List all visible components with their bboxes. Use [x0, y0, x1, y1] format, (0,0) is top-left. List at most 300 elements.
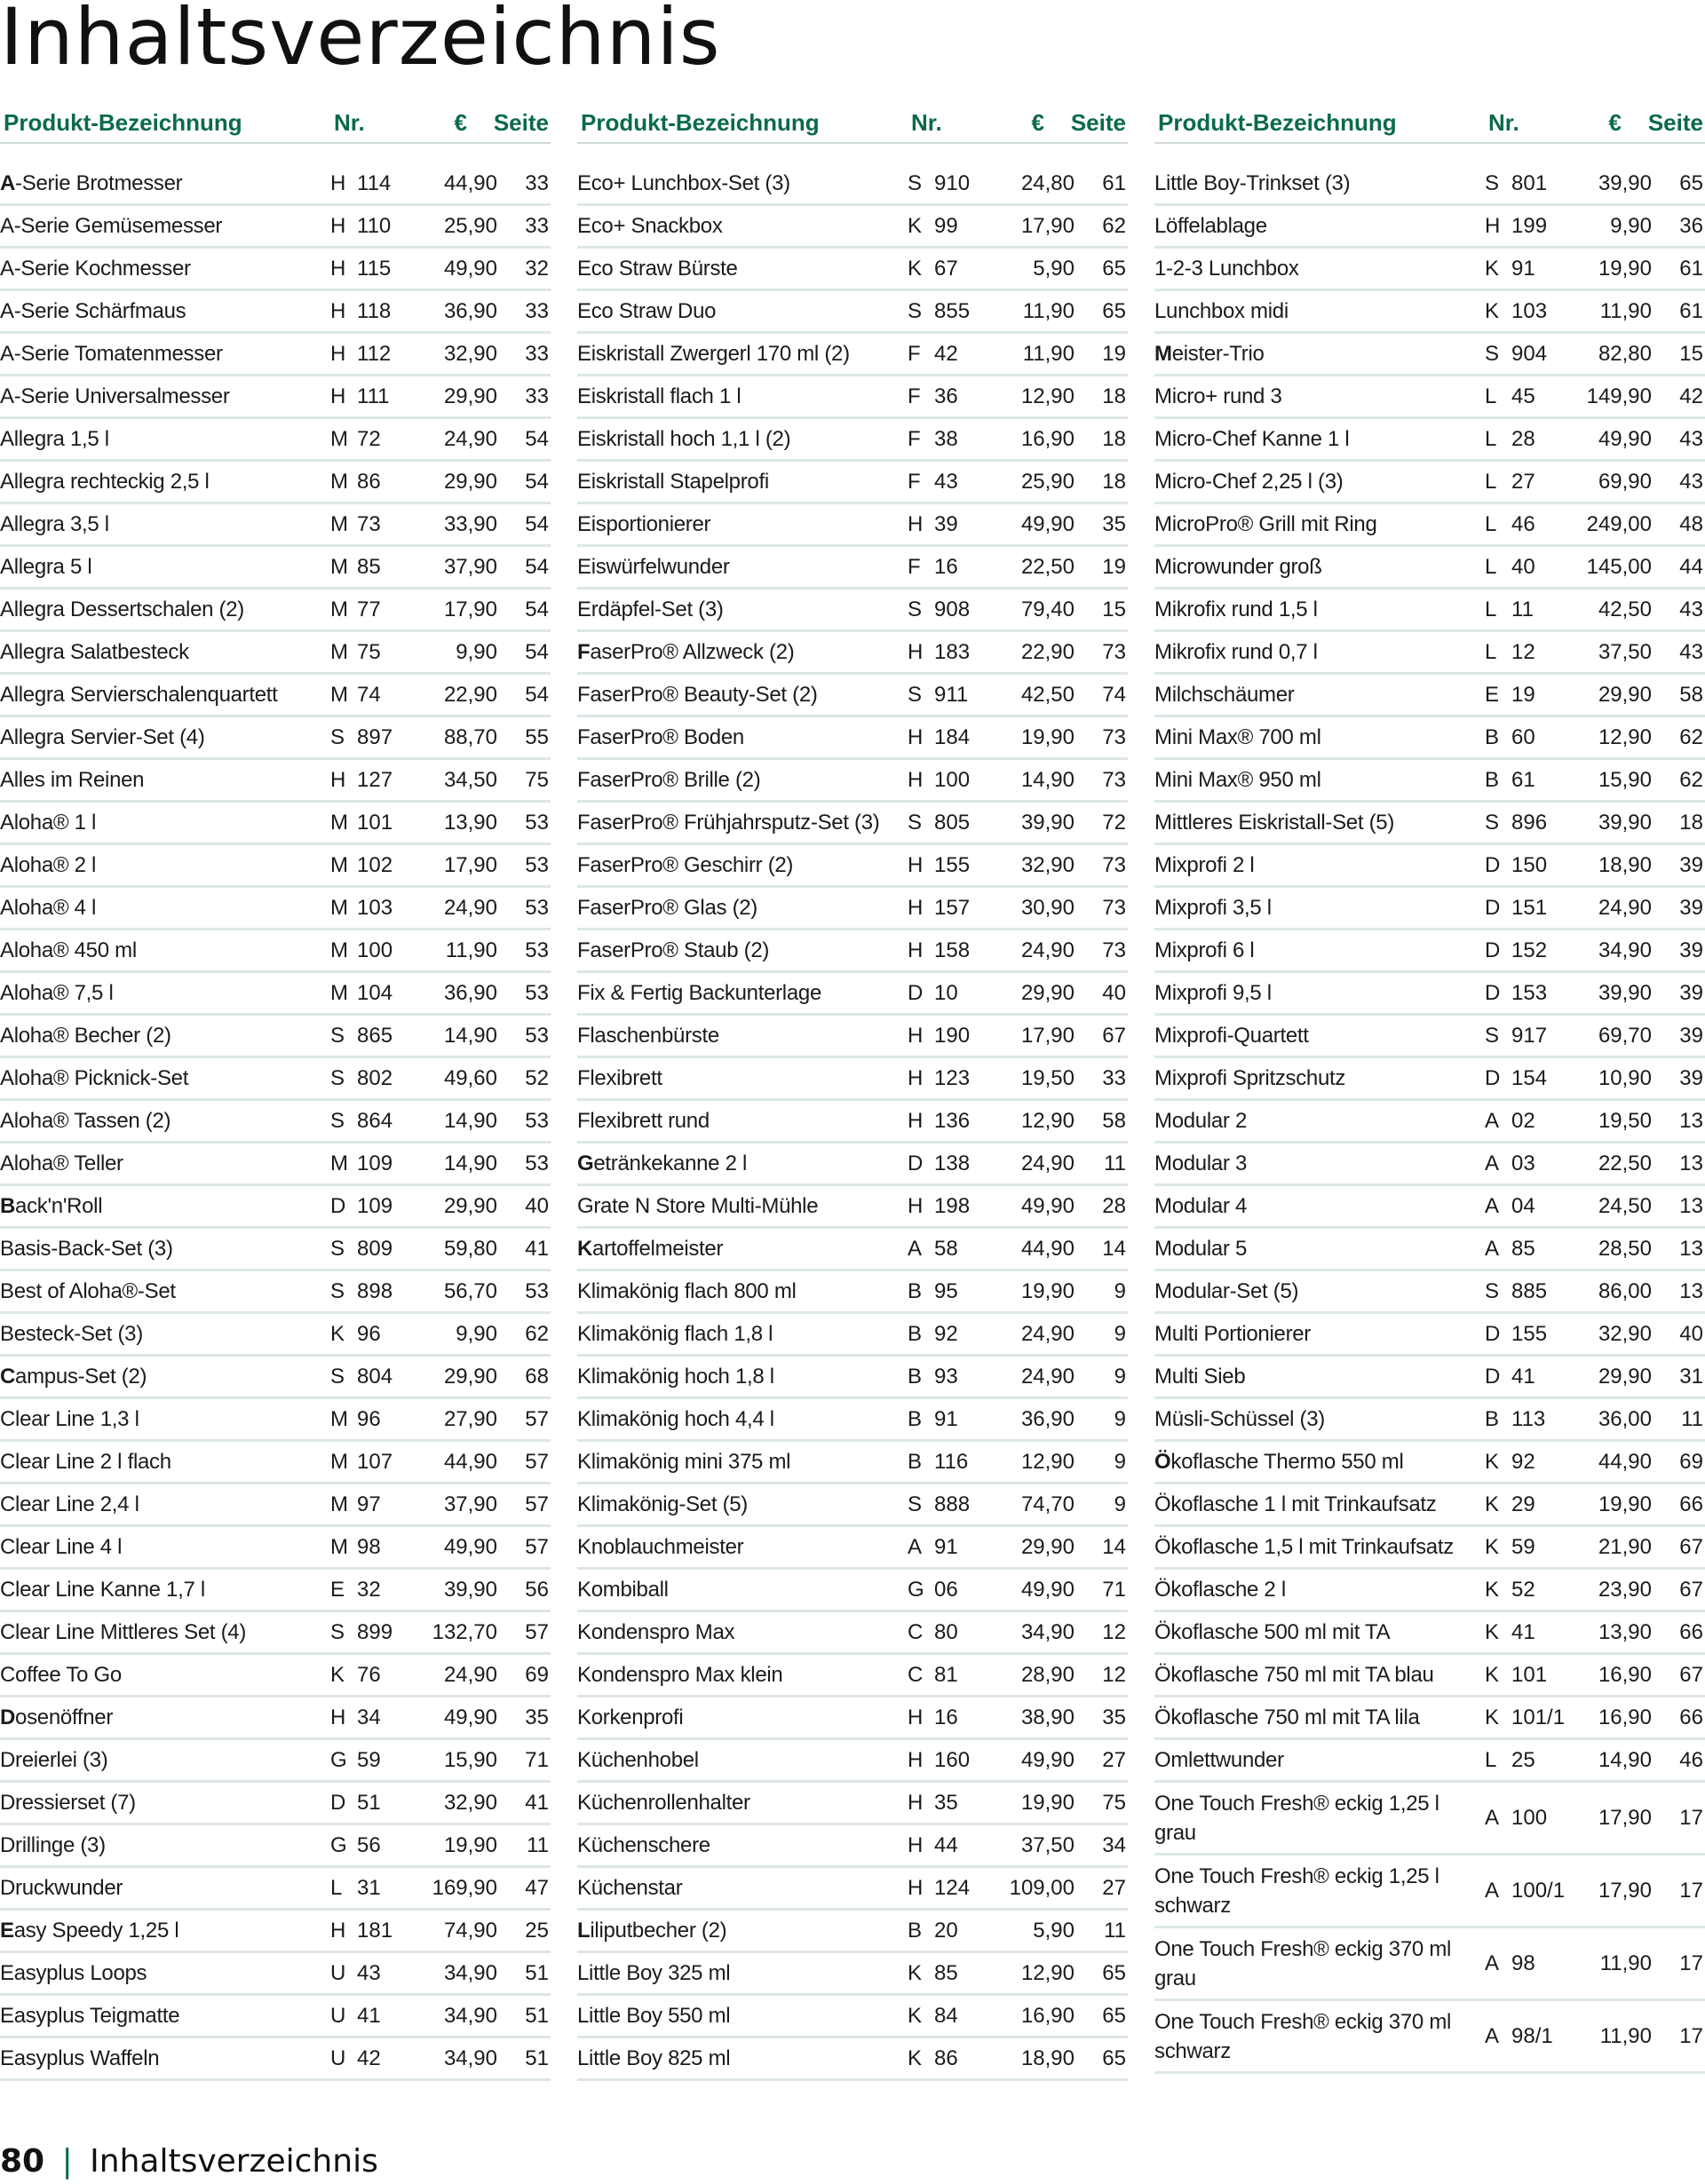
product-page: 43 — [1679, 469, 1703, 494]
product-price: 16,90 — [1020, 426, 1075, 451]
product-name: Allegra Servier-Set (4) — [0, 724, 205, 749]
product-page: 51 — [525, 2046, 549, 2070]
product-letter: L — [1485, 639, 1497, 664]
product-page: 40 — [1679, 1321, 1703, 1346]
product-price: 49,90 — [1020, 1747, 1075, 1772]
product-number: 113 — [1511, 1406, 1546, 1431]
header-page: Seite — [1647, 108, 1703, 136]
product-page: 67 — [1102, 1023, 1126, 1048]
index-row — [577, 888, 1128, 930]
product-letter: F — [908, 426, 921, 451]
index-row — [0, 249, 551, 291]
product-number: 150 — [1511, 852, 1548, 877]
product-page: 43 — [1679, 597, 1703, 621]
product-letter: F — [908, 469, 921, 494]
product-letter: G — [330, 1747, 347, 1772]
index-row — [1154, 1612, 1705, 1655]
product-name: Ökoflasche 500 ml mit TA — [1154, 1619, 1391, 1644]
product-page: 73 — [1102, 639, 1126, 664]
product-name: Aloha® 450 ml — [0, 938, 137, 962]
product-page: 28 — [1102, 1193, 1126, 1218]
product-price: 12,90 — [1020, 1960, 1075, 1985]
product-page: 54 — [525, 682, 549, 707]
product-name: Getränkekanne 2 l — [577, 1151, 748, 1175]
index-row — [577, 1357, 1128, 1399]
index-row — [0, 163, 551, 206]
product-price: 13,90 — [443, 810, 497, 835]
product-number: 81 — [934, 1662, 958, 1687]
product-price: 39,90 — [443, 1577, 497, 1602]
product-letter: M — [330, 554, 348, 579]
product-letter: K — [330, 1662, 345, 1687]
page-number: 80 — [0, 2143, 45, 2180]
product-letter: K — [1485, 1577, 1500, 1602]
product-price: 149,90 — [1586, 384, 1652, 408]
product-letter: B — [908, 1406, 923, 1431]
product-page: 67 — [1679, 1577, 1703, 1602]
product-number: 73 — [357, 511, 381, 536]
product-name: Küchenstar — [577, 1875, 683, 1900]
product-price: 37,90 — [443, 554, 497, 579]
index-row — [0, 1953, 551, 1996]
product-letter: S — [330, 724, 345, 749]
product-name: Klimakönig hoch 4,4 l — [577, 1406, 774, 1431]
product-name: Micro-Chef 2,25 l (3) — [1154, 469, 1344, 494]
product-name: Besteck-Set (3) — [0, 1321, 143, 1346]
product-letter: C — [908, 1619, 924, 1644]
product-page: 66 — [1679, 1705, 1703, 1729]
product-letter: B — [908, 1364, 923, 1389]
index-row — [577, 1314, 1128, 1357]
product-price: 145,00 — [1586, 554, 1652, 579]
product-letter: S — [908, 810, 923, 835]
product-page: 66 — [1679, 1619, 1703, 1644]
product-page: 18 — [1102, 384, 1126, 408]
product-page: 19 — [1102, 554, 1126, 579]
product-name: Ökoflasche 750 ml mit TA lila — [1154, 1705, 1420, 1729]
product-page: 14 — [1102, 1534, 1126, 1559]
product-page: 54 — [525, 597, 549, 621]
product-name: Modular 5 — [1154, 1236, 1248, 1261]
product-price: 12,90 — [1020, 384, 1075, 408]
product-price: 49,90 — [1020, 1193, 1075, 1218]
product-price: 34,90 — [443, 1960, 497, 1985]
section-initial: C — [0, 1364, 16, 1389]
product-number: 153 — [1511, 980, 1548, 1005]
product-name: Klimakönig-Set (5) — [577, 1492, 749, 1516]
product-name: Coffee To Go — [0, 1662, 122, 1687]
product-name: Allegra rechteckig 2,5 l — [0, 469, 210, 494]
product-number: 85 — [357, 554, 381, 579]
product-letter: H — [908, 1065, 924, 1090]
product-page: 57 — [525, 1534, 549, 1559]
product-number: 34 — [357, 1705, 381, 1729]
product-price: 22,90 — [443, 682, 497, 707]
product-page: 18 — [1102, 426, 1126, 451]
product-name: Clear Line Mittleres Set (4) — [0, 1619, 247, 1644]
header-price: € — [454, 108, 467, 136]
product-price: 29,90 — [1598, 682, 1652, 707]
product-letter: K — [1485, 298, 1500, 323]
product-letter: S — [330, 1108, 345, 1133]
product-letter: K — [1485, 1492, 1500, 1516]
product-number: 91 — [934, 1406, 958, 1431]
index-row — [0, 419, 551, 462]
product-number: 896 — [1511, 810, 1548, 835]
product-page: 65 — [1102, 256, 1126, 281]
product-price: 5,90 — [1033, 1918, 1075, 1943]
index-row — [577, 1143, 1128, 1186]
product-number: 74 — [357, 682, 381, 707]
product-price: 10,90 — [1598, 1065, 1652, 1090]
index-row — [1154, 930, 1705, 973]
product-number: 85 — [1511, 1236, 1535, 1261]
product-number: 60 — [1511, 724, 1535, 749]
product-price: 24,90 — [1598, 895, 1652, 920]
product-page: 58 — [1679, 682, 1703, 707]
product-price: 44,90 — [1020, 1236, 1075, 1261]
product-price: 18,90 — [1598, 852, 1652, 877]
product-price: 74,90 — [443, 1918, 497, 1943]
product-price: 16,90 — [1598, 1662, 1652, 1687]
product-price: 11,90 — [1022, 298, 1075, 323]
index-row — [1154, 845, 1705, 888]
header-name: Produkt-Bezeichnung — [1158, 108, 1397, 136]
product-letter: D — [1485, 1364, 1501, 1389]
product-price: 39,90 — [1598, 810, 1652, 835]
product-letter: H — [908, 1023, 924, 1048]
product-name: FaserPro® Brille (2) — [577, 767, 761, 792]
product-price: 24,90 — [1020, 938, 1075, 962]
product-number: 111 — [357, 384, 390, 408]
product-letter: B — [908, 1449, 923, 1474]
index-row — [0, 1484, 551, 1527]
product-name: Allegra 5 l — [0, 554, 92, 579]
product-number: 809 — [357, 1236, 393, 1261]
product-page: 9 — [1114, 1406, 1126, 1431]
product-number: 02 — [1511, 1108, 1535, 1133]
index-row — [0, 888, 551, 930]
product-name: Modular 4 — [1154, 1193, 1248, 1218]
product-number: 46 — [1511, 511, 1535, 536]
index-row — [1154, 2001, 1705, 2074]
product-number: 855 — [934, 298, 971, 323]
index-row — [1154, 376, 1705, 419]
product-number: 99 — [934, 213, 958, 238]
product-price: 18,90 — [1020, 2046, 1075, 2070]
index-row — [577, 1399, 1128, 1442]
index-row — [577, 1484, 1128, 1527]
product-name: Milchschäumer — [1154, 682, 1295, 707]
product-price: 44,90 — [443, 1449, 497, 1474]
product-number: 77 — [357, 597, 381, 621]
product-number: 32 — [357, 1577, 381, 1602]
product-number: 04 — [1511, 1193, 1535, 1218]
index-row — [577, 1058, 1128, 1101]
product-page: 54 — [525, 426, 549, 451]
product-price: 49,90 — [443, 256, 497, 281]
index-row — [0, 1357, 551, 1399]
index-row — [0, 504, 551, 547]
product-name: A-Serie Tomatenmesser — [0, 341, 223, 366]
product-number: 183 — [934, 639, 971, 664]
product-price: 16,90 — [1020, 2003, 1075, 2028]
product-page: 40 — [1102, 980, 1126, 1005]
product-price: 17,90 — [1598, 1878, 1652, 1903]
product-price: 9,90 — [456, 1321, 497, 1346]
product-name: Aloha® Tassen (2) — [0, 1108, 171, 1133]
product-letter: L — [1485, 469, 1497, 494]
product-page: 11 — [1104, 1918, 1126, 1943]
product-letter: G — [908, 1577, 924, 1602]
product-page: 33 — [525, 170, 549, 195]
product-letter: U — [330, 2003, 346, 2028]
product-page: 11 — [1104, 1151, 1126, 1175]
product-price: 24,90 — [443, 1662, 497, 1687]
product-price: 56,70 — [443, 1278, 497, 1303]
product-price: 79,40 — [1020, 597, 1075, 621]
product-price: 34,90 — [443, 2046, 497, 2070]
product-name: Little Boy 550 ml — [577, 2003, 731, 2028]
index-row — [0, 930, 551, 973]
product-name: One Touch Fresh® eckig 370 ml schwarz — [1154, 2009, 1452, 2063]
product-name: Flexibrett — [577, 1065, 662, 1090]
product-name: FaserPro® Geschirr (2) — [577, 852, 794, 877]
product-page: 53 — [525, 1108, 549, 1133]
index-row — [577, 547, 1128, 590]
product-page: 35 — [525, 1705, 549, 1729]
product-letter: S — [330, 1023, 345, 1048]
product-page: 68 — [525, 1364, 549, 1389]
product-name: Little Boy-Trinkset (3) — [1154, 170, 1351, 195]
table-header — [577, 103, 1128, 144]
footer-separator: | — [61, 2143, 73, 2180]
product-letter: K — [1485, 1662, 1500, 1687]
section-initial: L — [577, 1918, 591, 1943]
index-row — [577, 1101, 1128, 1143]
product-page: 17 — [1679, 1951, 1703, 1975]
product-letter: A — [1485, 1951, 1500, 1975]
product-page: 15 — [1102, 597, 1126, 621]
index-row — [0, 291, 551, 334]
product-page: 62 — [1679, 767, 1703, 792]
product-name: Klimakönig mini 375 ml — [577, 1449, 791, 1474]
header-nr: Nr. — [911, 108, 942, 136]
index-row — [1154, 1655, 1705, 1697]
product-page: 14 — [1102, 1236, 1126, 1261]
index-row — [1154, 1442, 1705, 1484]
index-row — [1154, 1143, 1705, 1186]
product-number: 104 — [357, 980, 393, 1005]
product-letter: H — [908, 1747, 924, 1772]
product-number: 96 — [357, 1321, 381, 1346]
product-page: 73 — [1102, 767, 1126, 792]
product-letter: M — [330, 511, 348, 536]
index-row — [1154, 1740, 1705, 1783]
product-letter: B — [908, 1278, 923, 1303]
product-number: 802 — [357, 1065, 393, 1090]
product-number: 12 — [1511, 639, 1535, 664]
product-name: Aloha® Picknick-Set — [0, 1065, 189, 1090]
product-page: 53 — [525, 852, 549, 877]
index-row — [0, 590, 551, 632]
product-letter: D — [1485, 1065, 1501, 1090]
product-name: Meister-Trio — [1154, 341, 1265, 366]
product-letter: S — [1485, 341, 1500, 366]
product-page: 13 — [1679, 1151, 1703, 1175]
product-price: 34,90 — [1020, 1619, 1075, 1644]
index-row — [577, 376, 1128, 419]
product-letter: S — [908, 1492, 923, 1516]
product-letter: B — [1485, 724, 1500, 749]
product-letter: L — [330, 1875, 343, 1900]
product-letter: B — [908, 1918, 923, 1943]
product-number: 114 — [357, 170, 392, 195]
product-letter: L — [1485, 597, 1497, 621]
product-page: 39 — [1679, 895, 1703, 920]
product-number: 109 — [357, 1193, 393, 1218]
product-letter: K — [1485, 1449, 1500, 1474]
product-number: 801 — [1511, 170, 1548, 195]
index-row — [1154, 1101, 1705, 1143]
product-page: 25 — [525, 1918, 549, 1943]
product-letter: D — [1485, 852, 1501, 877]
product-price: 36,90 — [1020, 1406, 1075, 1431]
product-number: 107 — [357, 1449, 393, 1474]
product-name: Mini Max® 950 ml — [1154, 767, 1321, 792]
product-name: Allegra Salatbesteck — [0, 639, 189, 664]
index-row — [1154, 334, 1705, 376]
product-letter: L — [1485, 1747, 1497, 1772]
product-letter: H — [908, 1875, 924, 1900]
product-letter: H — [330, 384, 346, 408]
product-page: 33 — [525, 213, 549, 238]
product-page: 17 — [1679, 1805, 1703, 1830]
product-price: 14,90 — [443, 1151, 497, 1175]
product-page: 9 — [1114, 1278, 1126, 1303]
product-number: 27 — [1511, 469, 1535, 494]
product-number: 98/1 — [1511, 2023, 1553, 2048]
product-letter: B — [1485, 767, 1500, 792]
product-name: Küchenrollenhalter — [577, 1790, 750, 1815]
product-price: 29,90 — [443, 1193, 497, 1218]
product-price: 37,90 — [443, 1492, 497, 1516]
product-name: Clear Line 2,4 l — [0, 1492, 139, 1516]
product-name: Eiskristall hoch 1,1 l (2) — [577, 426, 791, 451]
product-number: 864 — [357, 1108, 393, 1133]
product-page: 53 — [525, 980, 549, 1005]
product-number: 41 — [1511, 1619, 1535, 1644]
product-page: 65 — [1102, 2003, 1126, 2028]
product-name: Eiskristall Zwergerl 170 ml (2) — [577, 341, 850, 366]
product-page: 33 — [1102, 1065, 1126, 1090]
index-row — [1154, 206, 1705, 249]
product-price: 28,90 — [1020, 1662, 1075, 1687]
product-number: 29 — [1511, 1492, 1535, 1516]
index-row — [1154, 1058, 1705, 1101]
index-row — [0, 376, 551, 419]
index-row — [1154, 675, 1705, 717]
product-name: Küchenhobel — [577, 1747, 699, 1772]
product-letter: M — [330, 980, 348, 1005]
product-page: 27 — [1102, 1875, 1126, 1900]
header-name: Produkt-Bezeichnung — [4, 108, 242, 136]
header-name: Produkt-Bezeichnung — [581, 108, 820, 136]
product-price: 19,90 — [1598, 1492, 1652, 1516]
index-row — [0, 1740, 551, 1783]
product-number: 160 — [934, 1747, 971, 1772]
product-page: 73 — [1102, 724, 1126, 749]
product-page: 72 — [1102, 810, 1126, 835]
product-number: 76 — [357, 1662, 381, 1687]
header-nr: Nr. — [1488, 108, 1519, 136]
product-name: A-Serie Universalmesser — [0, 384, 230, 408]
index-rows — [577, 163, 1128, 2081]
product-name: Ökoflasche 1 l mit Trinkaufsatz — [1154, 1492, 1437, 1516]
product-name: Kondenspro Max klein — [577, 1662, 783, 1687]
section-initial: F — [577, 639, 591, 664]
product-letter: U — [330, 1960, 346, 1985]
product-price: 29,90 — [1598, 1364, 1652, 1389]
product-number: 95 — [934, 1278, 958, 1303]
product-price: 249,00 — [1586, 511, 1652, 536]
product-name: One Touch Fresh® eckig 1,25 l grau — [1154, 1791, 1439, 1845]
index-row — [1154, 547, 1705, 590]
product-name: A-Serie Schärfmaus — [0, 298, 186, 323]
product-number: 52 — [1511, 1577, 1535, 1602]
product-letter: L — [1485, 554, 1497, 579]
product-letter: S — [908, 682, 923, 707]
product-name: Mixprofi 2 l — [1154, 852, 1255, 877]
product-name: FaserPro® Boden — [577, 724, 744, 749]
product-page: 71 — [525, 1747, 549, 1772]
product-number: 51 — [357, 1790, 381, 1815]
product-page: 57 — [525, 1492, 549, 1516]
product-page: 65 — [1102, 298, 1126, 323]
product-letter: M — [330, 938, 348, 962]
section-initial: E — [0, 1918, 14, 1943]
index-row — [1154, 1856, 1705, 1928]
product-number: 16 — [934, 1705, 958, 1729]
product-price: 169,90 — [432, 1875, 497, 1900]
product-letter: M — [330, 1492, 348, 1516]
product-letter: H — [330, 256, 346, 281]
product-number: 101/1 — [1511, 1705, 1566, 1729]
product-page: 73 — [1102, 852, 1126, 877]
product-page: 62 — [525, 1321, 549, 1346]
product-page: 44 — [1679, 554, 1703, 579]
product-name: Mixprofi 9,5 l — [1154, 980, 1272, 1005]
product-number: 20 — [934, 1918, 958, 1943]
product-letter: S — [1485, 1278, 1500, 1303]
index-row — [577, 1271, 1128, 1314]
product-price: 24,90 — [1020, 1364, 1075, 1389]
index-row — [577, 2038, 1128, 2081]
product-page: 40 — [525, 1193, 549, 1218]
section-initial: M — [1154, 341, 1172, 366]
product-price: 17,90 — [443, 852, 497, 877]
product-name: Ökoflasche 750 ml mit TA blau — [1154, 1662, 1434, 1687]
index-row — [0, 1186, 551, 1229]
product-name: Ökoflasche 1,5 l mit Trinkaufsatz — [1154, 1534, 1454, 1559]
product-name: Dressierset (7) — [0, 1790, 136, 1815]
product-number: 103 — [1511, 298, 1548, 323]
section-initial: K — [577, 1236, 593, 1261]
product-price: 36,90 — [443, 980, 497, 1005]
product-letter: H — [908, 1193, 924, 1218]
index-row — [577, 1953, 1128, 1996]
product-price: 19,90 — [1020, 1790, 1075, 1815]
